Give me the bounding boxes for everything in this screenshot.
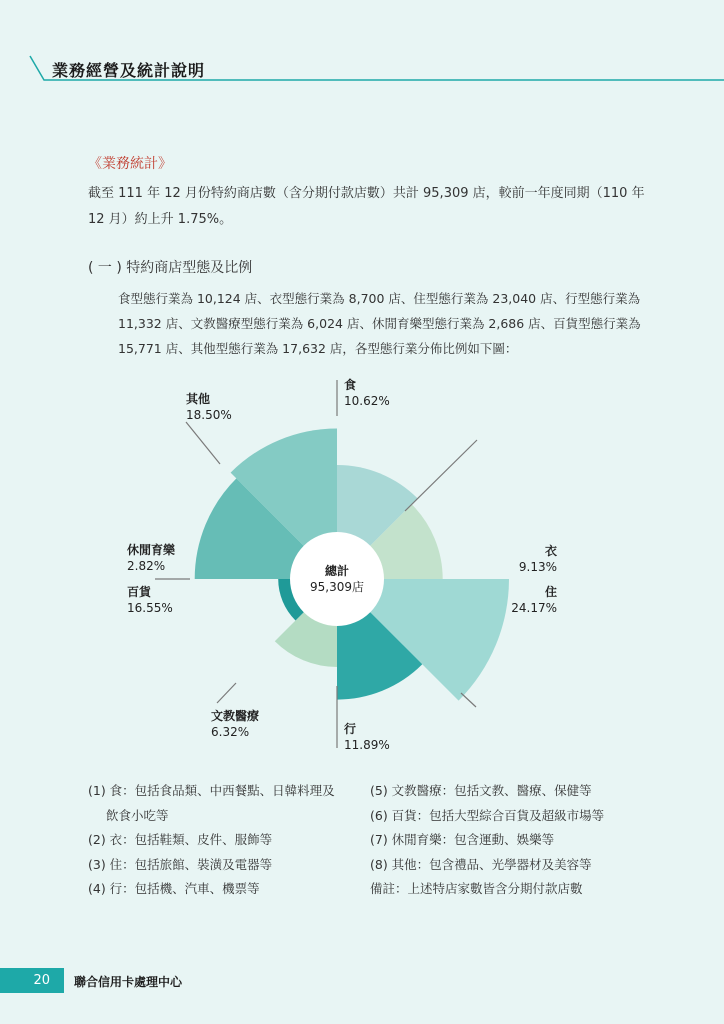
subsection-heading: ( 一 ) 特約商店型態及比例 xyxy=(88,260,253,276)
subsection-paragraph: 食型態行業為 10,124 店、衣型態行業為 8,700 店、住型態行業為 23,040 店、行型態行業為 11,332 店、文教醫療型態行業為 6,024 店、休閒育樂型態行業為 2,686 店、百貨型態行業為 15,771 店、其他型態行業為 17,632 店，各型態行業分佈比例如下圖： xyxy=(118,291,641,356)
definition-item: (5) 文教醫療：包括文教、醫療、保健等 xyxy=(370,783,592,798)
definition-item: (6) 百貨：包括大型綜合百貨及超級市場等 xyxy=(370,807,605,823)
definitions-right xyxy=(370,779,650,902)
definitions-left xyxy=(88,779,363,902)
slice-percent-label: 6.32% xyxy=(211,725,250,739)
page-title: 業務經營及統計說明 xyxy=(52,61,206,80)
slice-name-label: 食 xyxy=(344,378,357,392)
section-heading: 《業務統計》 xyxy=(88,156,172,172)
chart-center-value: 95,309店 xyxy=(310,580,364,594)
leader-line xyxy=(405,440,477,511)
store-type-rose-chart xyxy=(0,370,724,770)
leader-line xyxy=(186,422,220,464)
slice-percent-label: 10.62% xyxy=(344,394,390,408)
slice-name-label: 住 xyxy=(544,585,557,599)
page-number: 20 xyxy=(0,968,64,993)
slice-percent-label: 11.89% xyxy=(344,738,390,752)
slice-percent-label: 2.82% xyxy=(127,559,166,573)
slice-name-label: 行 xyxy=(344,722,357,736)
definition-item: (7) 休閒育樂：包含運動、娛樂等 xyxy=(370,832,555,847)
definition-item: (4) 行：包括機、汽車、機票等 xyxy=(88,881,260,896)
leader-line xyxy=(461,693,476,707)
slice-percent-label: 24.17% xyxy=(511,601,557,615)
leader-line xyxy=(217,683,236,703)
slice-name-label: 衣 xyxy=(544,544,557,558)
slice-name-label: 其他 xyxy=(186,392,211,406)
definition-item: (3) 住：包括旅館、裝潢及電器等 xyxy=(88,856,273,872)
definition-item: (8) 其他：包含禮品、光學器材及美容等 xyxy=(370,856,592,872)
chart-center-disc xyxy=(290,532,384,626)
definition-item: 飲食小吃等 xyxy=(106,807,169,823)
footer-org-name: 聯合信用卡處理中心 xyxy=(74,975,183,989)
chart-center-label: 總計 xyxy=(324,564,350,578)
slice-percent-label: 18.50% xyxy=(186,408,232,422)
slice-name-label: 百貨 xyxy=(127,585,152,599)
slice-percent-label: 9.13% xyxy=(518,560,557,574)
slice-name-label: 文教醫療 xyxy=(211,709,260,723)
definition-item: (1) 食：包括食品類、中西餐點、日韓料理及 xyxy=(88,783,335,798)
remark-note: 備註：上述特店家數皆含分期付款店數 xyxy=(370,881,583,896)
summary-paragraph: 截至 111 年 12 月份特約商店數（含分期付款店數）共計 95,309 店，較前一年度同期（110 年 12 月）約上升 1.75%。 xyxy=(88,186,645,227)
slice-percent-label: 16.55% xyxy=(127,601,173,615)
slice-name-label: 休閒育樂 xyxy=(127,543,176,557)
definition-item: (2) 衣：包括鞋類、皮件、服飾等 xyxy=(88,832,273,847)
